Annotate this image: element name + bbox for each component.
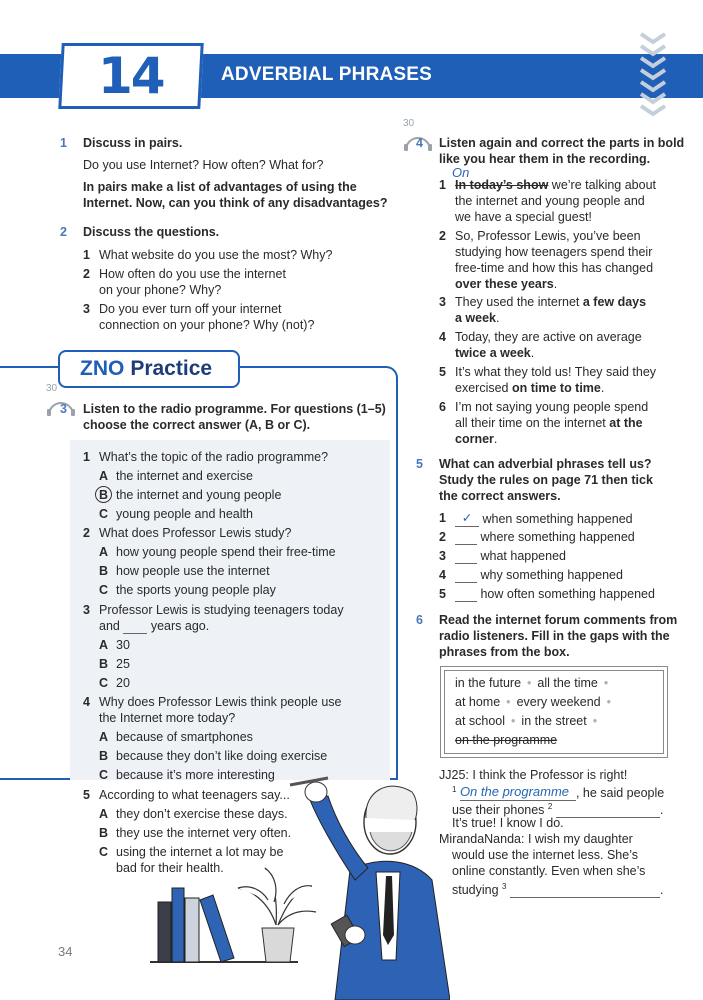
ex3-track-number: 30 [46, 383, 58, 394]
option-letter: A [99, 638, 109, 652]
unit-number-box [58, 43, 203, 109]
item-text: How often do you use the internet [99, 267, 286, 281]
forum-comment-line: use their phones $^2$ . [452, 802, 664, 818]
option-letter: A [99, 730, 109, 744]
ex5-instruction-line1: What can adverbial phrases tell us? [439, 457, 652, 471]
item-text: all their time on the internet [455, 416, 610, 430]
box-phrase-used: on the programme [455, 733, 558, 747]
question-text: the Internet more today? [99, 711, 236, 725]
zno-label: ZNO [80, 357, 125, 380]
phrase-box-row: at home • every weekend • [455, 695, 612, 709]
ex1-number: 1 [60, 136, 67, 150]
ex5-number: 5 [416, 457, 423, 471]
item-text: . [600, 381, 605, 395]
item-text: What website do you use the most? Why? [99, 248, 333, 262]
box-phrase: every weekend [516, 695, 601, 709]
tick-gap[interactable] [455, 582, 477, 583]
option-letter: B [99, 564, 109, 578]
option-text: young people and health [116, 507, 253, 521]
option-letter: B [99, 657, 109, 671]
username: MirandaNanda: [439, 832, 525, 846]
option-text: they don’t exercise these days. [116, 807, 288, 821]
question-number: 2 [83, 526, 90, 540]
practice-label: Practice [130, 357, 213, 380]
option-text: 25 [116, 657, 130, 671]
item-text: free-time and how this has changed [455, 261, 654, 275]
gap-number: 1 [452, 785, 457, 794]
item-number: 2 [83, 267, 90, 281]
question-text: and [99, 619, 120, 633]
item-text: we have a special guest! [455, 210, 592, 224]
item-text: It’s what they told us! They said they [455, 365, 657, 379]
option-letter: C [99, 676, 109, 690]
item-number: 1 [439, 511, 446, 525]
comment-text: It’s true! I know I do. [452, 816, 564, 830]
phrase-box-row: in the future • all the time • [455, 676, 609, 690]
question-number: 1 [83, 450, 90, 464]
bold-phrase: on time to time [511, 381, 601, 395]
question-text: years ago. [150, 619, 210, 633]
ex1-task-line1: In pairs make a list of advantages of using the [83, 180, 357, 194]
ex2-number: 2 [60, 225, 67, 239]
item-number: 6 [439, 400, 446, 414]
comment-text: use their phones [452, 803, 545, 818]
item-number: 1 [439, 178, 446, 192]
ex4-instruction-line1: Listen again and correct the parts in bold [439, 136, 685, 150]
books-icon [158, 888, 234, 962]
tick-gap[interactable] [455, 601, 477, 602]
ex5-instruction-line3: the correct answers. [439, 489, 561, 503]
chevron-decoration-icon [638, 30, 668, 120]
question-number: 3 [83, 603, 90, 617]
ex6-instruction-line3: phrases from the box. [439, 645, 570, 659]
item-text: when something happened [482, 512, 633, 526]
ex4-number: 4 [416, 136, 423, 150]
bold-phrase: In today’s show [455, 178, 549, 192]
unit-title: ADVERBIAL PHRASES [221, 64, 433, 85]
item-number: 4 [439, 330, 446, 344]
option-letter: C [99, 845, 109, 859]
option-text: because of smartphones [116, 730, 253, 744]
option-text: the internet and young people [116, 488, 282, 502]
question-text: What does Professor Lewis study? [99, 526, 292, 540]
item-text: how often something happened [480, 587, 655, 601]
item-text: . [553, 277, 558, 291]
tick-gap[interactable] [455, 544, 477, 545]
item-text: where something happened [480, 530, 635, 544]
question-number: 4 [83, 695, 90, 709]
ex1-question: Do you use Internet? How often? What for? [83, 158, 324, 172]
tick-gap[interactable] [455, 563, 477, 564]
comment-text: , he said people [575, 786, 665, 801]
item-text: . [530, 346, 535, 360]
option-text: the internet and exercise [116, 469, 253, 483]
question-text: Professor Lewis is studying teenagers today [99, 603, 344, 617]
ex1-task-line2: Internet. Now, can you think of any disadvantages? [83, 196, 388, 210]
forum-comment-line: studying $^3$ . [452, 882, 664, 898]
item-text: on your phone? Why? [99, 283, 222, 297]
option-text: how young people spend their free-time [116, 545, 336, 559]
item-number: 5 [439, 587, 446, 601]
username: JJ25: [439, 768, 469, 782]
bold-phrase: twice a week [455, 346, 531, 360]
item-number: 3 [439, 549, 446, 563]
question-text: According to what teenagers say... [99, 788, 290, 802]
comment-text: I wish my daughter [524, 832, 633, 846]
answer-gap[interactable]: On the programme [460, 784, 576, 801]
item-number: 3 [83, 302, 90, 316]
option-text: bad for their health. [116, 861, 224, 875]
forum-comment [439, 767, 627, 783]
option-text: how people use the internet [116, 564, 270, 578]
item-text: . [493, 432, 498, 446]
comment-text: I think the Professor is right! [468, 768, 628, 782]
zno-practice-tab [58, 350, 240, 388]
box-phrase: in the future [455, 676, 522, 690]
item-number: 5 [439, 365, 446, 379]
plant-pot [262, 928, 294, 962]
item-text: what happened [480, 549, 566, 563]
handwritten-correction: On [452, 165, 470, 180]
item-text: we’re talking about [548, 178, 657, 192]
comment-text: would use the internet less. She’s [452, 848, 638, 862]
item-text: . [496, 311, 500, 325]
plant-icon [238, 868, 316, 925]
item-number: 3 [439, 295, 446, 309]
ex5-instruction-line2: Study the rules on page 71 then tick [439, 473, 653, 487]
ex6-number: 6 [416, 613, 423, 627]
item-number: 2 [439, 229, 446, 243]
item-text: Today, they are active on average [455, 330, 642, 344]
option-letter: C [99, 768, 109, 782]
forum-comment [439, 831, 633, 847]
answer-gap[interactable] [123, 633, 147, 634]
option-text: they use the internet very often. [116, 826, 292, 840]
item-text: I’m not saying young people spend [455, 400, 649, 414]
item-text: connection on your phone? Why (not)? [99, 318, 315, 332]
item-number: 1 [83, 248, 90, 262]
bold-phrase: corner [455, 432, 494, 446]
gap-number: 2 [547, 802, 553, 811]
item-text: Do you ever turn off your internet [99, 302, 282, 316]
option-letter: B [99, 749, 109, 763]
option-letter: B [99, 826, 109, 840]
ex3-number: 3 [60, 402, 67, 416]
answer-gap[interactable] [510, 897, 660, 898]
comment-text: online constantly. Even when she’s [452, 864, 646, 878]
phrase-box-row: at school • in the street • [455, 714, 598, 728]
ex6-instruction-line1: Read the internet forum comments from [439, 613, 678, 627]
professor-illustration [150, 760, 450, 1000]
question-text: Why does Professor Lewis think people use [99, 695, 342, 709]
option-letter: A [99, 469, 109, 483]
answer-gap[interactable] [556, 817, 660, 818]
ex4-instruction-line2: like you hear them in the recording. [439, 152, 651, 166]
option-text: the sports young people play [116, 583, 276, 597]
option-letter: A [99, 545, 109, 559]
option-text: using the internet a lot may be [116, 845, 284, 859]
question-number: 5 [83, 788, 90, 802]
comment-text: studying [452, 883, 499, 898]
option-letter: C [99, 507, 109, 521]
question-text: What’s the topic of the radio programme? [99, 450, 329, 464]
box-phrase: all the time [537, 676, 598, 690]
bold-phrase: a week [455, 311, 497, 325]
ex1-instruction: Discuss in pairs. [83, 136, 183, 150]
box-phrase: in the street [521, 714, 587, 728]
ex3-instruction-line1: Listen to the radio programme. For questions (1–5) [83, 402, 386, 416]
option-text: because they don’t like doing exercise [116, 749, 328, 763]
ex6-instruction-line2: radio listeners. Fill in the gaps with the [439, 629, 670, 643]
ex3-instruction-line2: choose the correct answer (A, B or C). [83, 418, 311, 432]
option-letter: B [99, 488, 109, 502]
item-text: why something happened [480, 568, 623, 582]
option-text: because it’s more interesting [116, 768, 275, 782]
bold-phrase: a few days [582, 295, 647, 309]
item-text: They used the internet [455, 295, 583, 309]
box-phrase: at school [455, 714, 506, 728]
item-text: exercised [455, 381, 512, 395]
option-letter: A [99, 807, 109, 821]
option-text: 30 [116, 638, 130, 652]
box-phrase: at home [455, 695, 501, 709]
tick-gap[interactable]: ✓ [455, 510, 479, 527]
ex2-instruction: Discuss the questions. [83, 225, 220, 239]
item-text: the internet and young people and [455, 194, 645, 208]
unit-number: 14 [98, 47, 164, 105]
bold-phrase: over these years [455, 277, 554, 291]
option-text: 20 [116, 676, 130, 690]
option-letter: C [99, 583, 109, 597]
page-number: 34 [58, 944, 73, 959]
item-number: 2 [439, 530, 446, 544]
professor-arm [310, 796, 368, 880]
bold-phrase: at the [609, 416, 643, 430]
gap-number: 3 [502, 882, 507, 891]
item-number: 4 [439, 568, 446, 582]
item-text: studying how teenagers spend their [455, 245, 653, 259]
ex4-track-number: 30 [403, 118, 415, 129]
item-text: So, Professor Lewis, you’ve been [455, 229, 641, 243]
